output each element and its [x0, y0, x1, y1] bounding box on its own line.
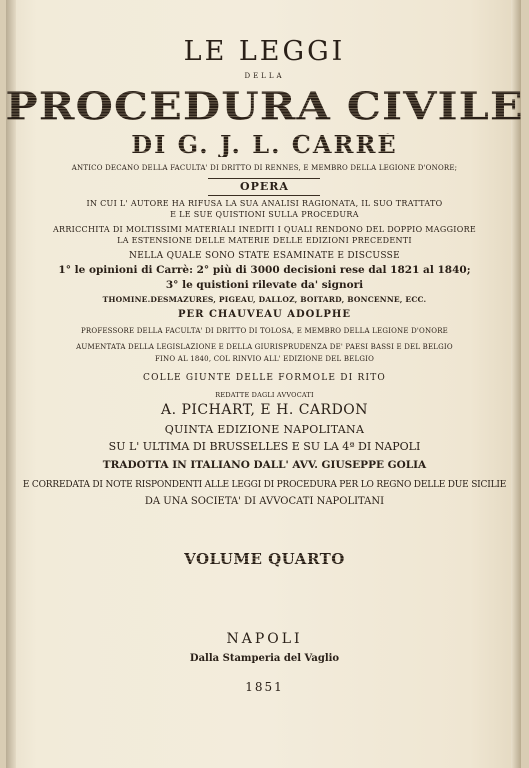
- societa-line: DA UNA SOCIETA' DI AVVOCATI NAPOLITANI: [144, 496, 385, 507]
- per-chauveau: PER CHAUVEAU ADOLPHE: [178, 309, 351, 320]
- bold-line-2: 3° le quistioni rilevate da' signori: [165, 279, 364, 291]
- augmented-line-2: FINO AL 1840, COL RINVIO ALL' EDIZIONE DEL BELGIO: [154, 355, 375, 363]
- desc-line-2: E LE SUE QUISTIONI SULLA PROCEDURA: [170, 210, 359, 219]
- desc-line-4: LA ESTENSIONE DELLE MATERIE DELLE EDIZIONI PRECEDENTI: [117, 236, 412, 245]
- city-label: NAPOLI: [226, 631, 303, 647]
- desc-line-3: ARRICCHITA DI MOLTISSIMI MATERIALI INEDITI I QUALI RENDONO DEL DOPPIO MAGGIORE: [52, 225, 477, 234]
- rule-bottom: [208, 195, 320, 196]
- redatte-line: REDATTE DAGLI AVVOCATI: [215, 391, 314, 399]
- su-ultima-line: SU L' ULTIMA DI BRUSSELLES E SU LA 4ª DI NAPOLI: [108, 440, 421, 453]
- title-line-1: LE LEGGI: [183, 36, 346, 67]
- volume-label: VOLUME QUARTO: [0, 552, 529, 567]
- translated-line: TRADOTTA IN ITALIANO DALL' AVV. GIUSEPPE GOLIA: [102, 459, 427, 471]
- year-label: 1851: [245, 680, 284, 694]
- bold-line-1: 1° le opinioni di Carrè: 2° più di 3000 decisioni rese dal 1821 al 1840;: [58, 264, 471, 276]
- edition-line: QUINTA EDIZIONE NAPOLITANA: [164, 423, 365, 436]
- title-line-2: DELLA: [244, 72, 285, 80]
- augmented-line-1: AUMENTATA DELLA LEGISLAZIONE E DELLA GIURISPRUDENZA DE' PAESI BASSI E DEL BELGIO: [76, 343, 453, 351]
- main-title: PROCEDURA CIVILE: [0, 88, 529, 127]
- professor-line: PROFESSORE DELLA FACULTA' DI DRITTO DI TOLOSA, E MEMBRO DELLA LEGIONE D'ONORE: [81, 327, 448, 335]
- printer-label: Dalla Stamperia del Vaglio: [189, 653, 340, 664]
- desc-line-5: NELLA QUALE SONO STATE ESAMINATE E DISCUSSE: [129, 251, 400, 261]
- author-description: ANTICO DECANO DELLA FACULTA' DI DRITTO DI RENNES, E MEMBRO DELLA LEGIONE D'ONORE;: [71, 164, 458, 172]
- avvocati-names: A. PICHART, E H. CARDON: [160, 402, 369, 418]
- giunte-line: COLLE GIUNTE DELLE FORMOLE DI RITO: [142, 373, 386, 383]
- rule-top: [208, 178, 320, 179]
- corredata-line: E CORREDATA DI NOTE RISPONDENTI ALLE LEGGI DI PROCEDURA PER LO REGNO DELLE DUE SICILIE: [22, 480, 507, 490]
- opera-label: OPERA: [240, 180, 289, 193]
- author-line: DI G. J. L. CARRÈ: [0, 133, 529, 157]
- names-list: THOMINE.DESMAZURES, PIGEAU, DALLOZ, BOITARD, BONCENNE, ECC.: [102, 295, 427, 304]
- desc-line-1: IN CUI L' AUTORE HA RIFUSA LA SUA ANALISI RAGIONATA, IL SUO TRATTATO: [86, 199, 443, 208]
